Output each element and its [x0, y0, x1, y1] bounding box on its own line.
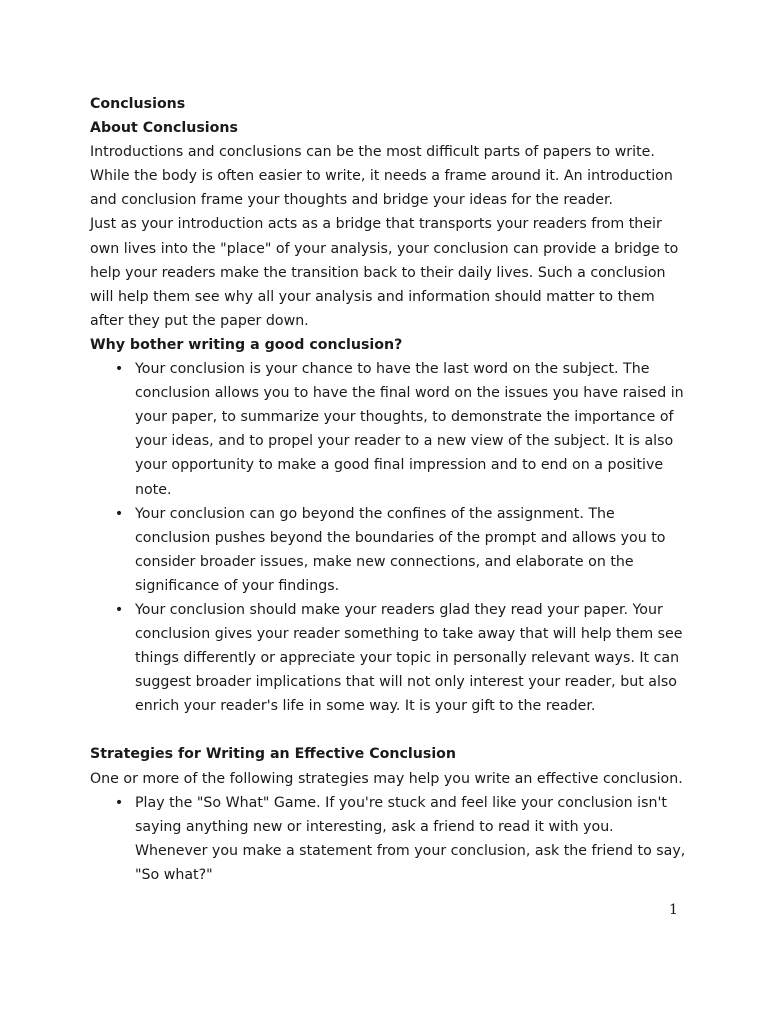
bullet-icon: •: [114, 794, 124, 811]
bullet-icon: •: [114, 505, 124, 522]
list-item: [90, 502, 690, 598]
bullet-icon: •: [114, 361, 124, 378]
strategies-list: [90, 791, 690, 887]
bridge-paragraph: Just as your introduction acts as a bridge that transports your readers from their own lives into the "place" of your analysis, your conclusion can provide a bridge to help your readers make the transition back to their daily lives. Such a conclusion will help them see why all your analysis and information should matter to them after they put the paper down.: [90, 216, 679, 329]
section-heading-about-conclusions: About Conclusions: [90, 120, 238, 137]
document-body: [90, 92, 690, 887]
bullet-icon: •: [114, 601, 124, 618]
list-item: [90, 791, 690, 887]
list-item-text: Your conclusion should make your readers glad they read your paper. Your conclusion gives your reader something to take away that will help them see things differently or appreciate your topic in personally relevant ways. It can suggest broader implications that will not only interest your reader, but also enrich your reader's life in some way. It is your gift to the reader.: [135, 601, 683, 715]
list-item: [90, 598, 690, 718]
section-heading-why-bother: Why bother writing a good conclusion?: [90, 336, 403, 353]
section-heading-strategies: Strategies for Writing an Effective Conclusion: [90, 746, 457, 763]
list-item-text: Your conclusion is your chance to have the last word on the subject. The conclusion allows you to have the final word on the issues you have raised in your paper, to summarize your thoughts, to demonstrate the importance of your ideas, and to propel your reader to a new view of the subject. It is also your opportunity to make a good final impression and to end on a positive note.: [135, 361, 684, 498]
intro-paragraph: Introductions and conclusions can be the most difficult parts of papers to write. While the body is often easier to write, it needs a frame around it. An introduction and conclusion frame your thoughts and bridge your ideas for the reader.: [90, 144, 673, 209]
why-bother-list: [90, 357, 690, 718]
document-title: Conclusions: [90, 96, 186, 112]
strategies-intro: One or more of the following strategies may help you write an effective conclusion.: [90, 770, 683, 787]
list-item-text: Your conclusion can go beyond the confines of the assignment. The conclusion pushes beyond the boundaries of the prompt and allows you to consider broader issues, make new connections, and elaborate on the significance of your findings.: [135, 505, 666, 594]
section-spacer: [90, 718, 690, 742]
page-number: 1: [669, 902, 678, 918]
list-item: [90, 357, 690, 502]
list-item-text: Play the "So What" Game. If you're stuck and feel like your conclusion isn't saying anything new or interesting, ask a friend to read it with you. Whenever you make a statement from your conclusion, ask the friend to say, "So what?": [135, 794, 686, 883]
